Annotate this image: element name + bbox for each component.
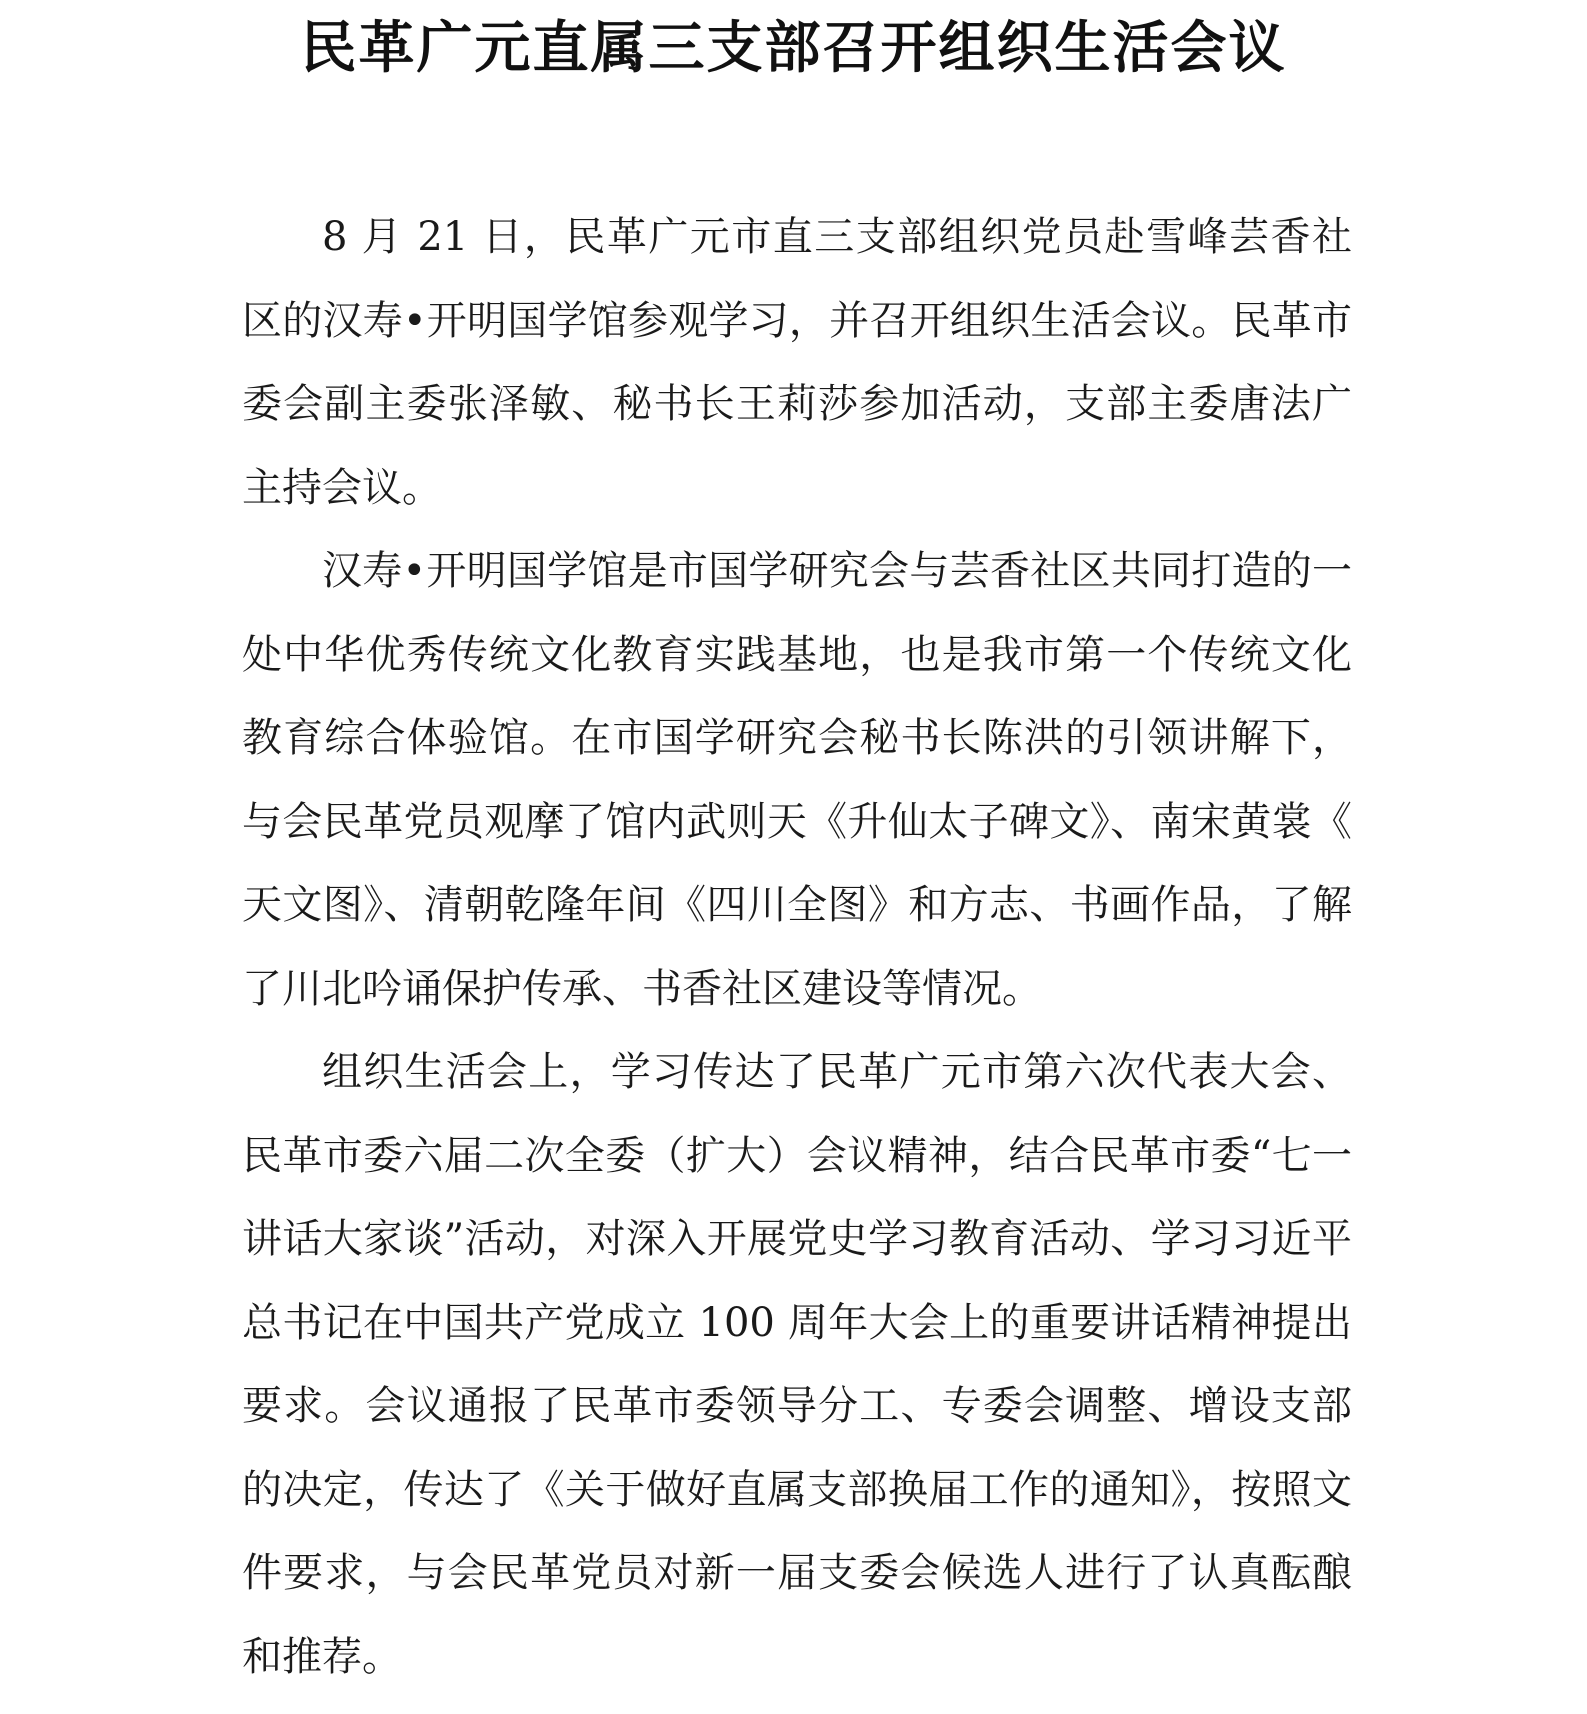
paragraph-1: 8 月 21 日，民革广元市直三支部组织党员赴雪峰芸香社区的汉寿•开明国学馆参观学习，并召开组织生活会议。民革市委会副主委张泽敏、秘书长王莉莎参加活动，支部主委唐法广主持会议。: [242, 214, 1352, 511]
article-body: [242, 196, 1352, 1699]
page-title: 民革广元直属三支部召开组织生活会议: [300, 15, 1287, 81]
paragraph-3: 组织生活会上，学习传达了民革广元市第六次代表大会、民革市委六届二次全委（扩大）会议精神，结合民革市委“七一讲话大家谈”活动，对深入开展党史学习教育活动、学习习近平总书记在中国共产党成立 100 周年大会上的重要讲话精神提出要求。会议通报了民革市委领导分工、专委会调整、增设支部的决定，传达了《关于做好直属支部换届工作的通知》，按照文件要求，与会民革党员对新一届支委会候选人进行了认真酝酿和推荐。: [242, 1049, 1352, 1680]
paragraph-2: 汉寿•开明国学馆是市国学研究会与芸香社区共同打造的一处中华优秀传统文化教育实践基地，也是我市第一个传统文化教育综合体验馆。在市国学研究会秘书长陈洪的引领讲解下，与会民革党员观摩了馆内武则天《升仙太子碑文》、南宋黄裳《天文图》、清朝乾隆年间《四川全图》和方志、书画作品，了解了川北吟诵保护传承、书香社区建设等情况。: [242, 548, 1352, 1012]
